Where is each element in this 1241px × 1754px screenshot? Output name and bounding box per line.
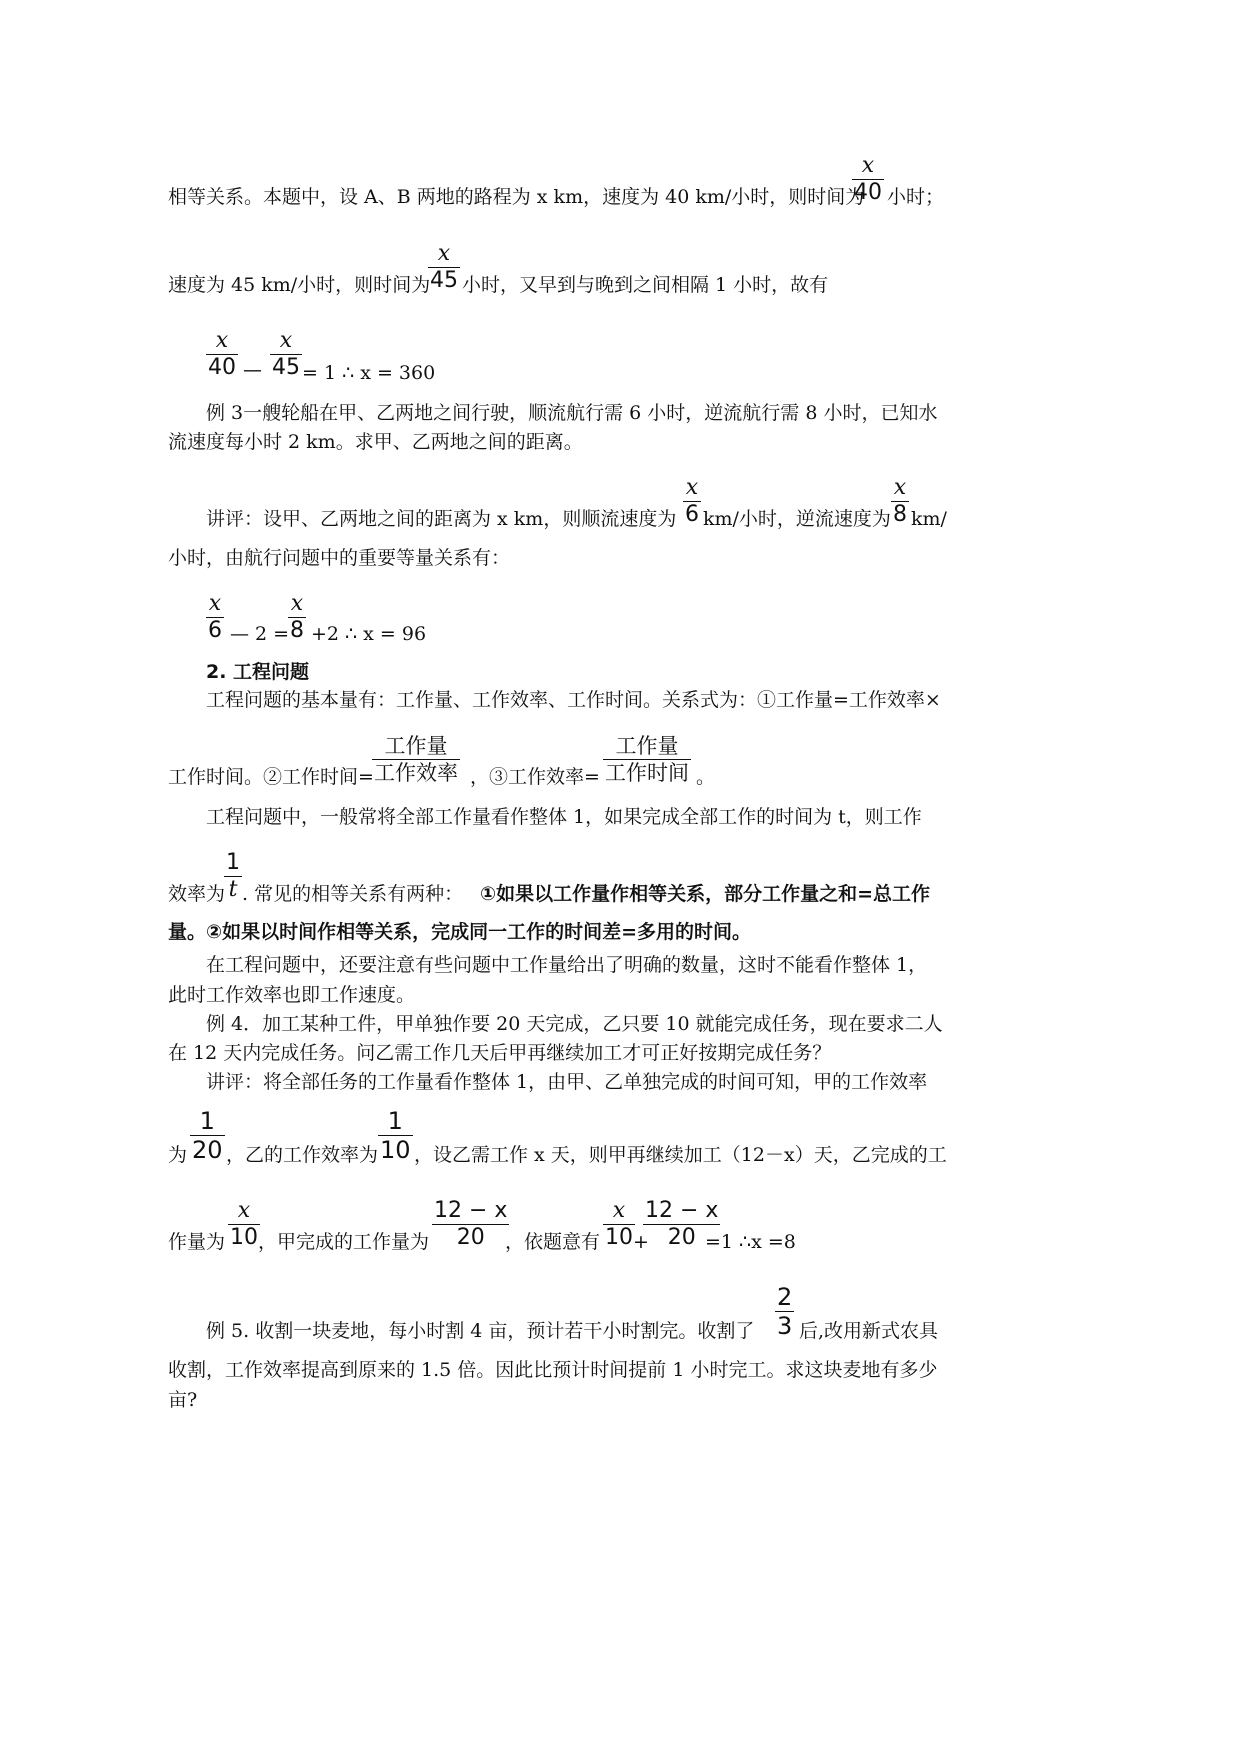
text-line: 小时，又早到与晚到之间相隔 1 小时，故有 <box>462 274 829 296</box>
text-line: 例 4．加工某种工件，甲单独作要 20 天完成，乙只要 10 就能完成任务，现在要求二人 <box>206 1013 943 1035</box>
equation-result: = 1 ∴ x = 360 <box>302 362 436 384</box>
fraction-x-over-6 <box>206 591 224 644</box>
denominator: 8 <box>290 618 304 643</box>
fraction-1-over-t <box>224 850 242 903</box>
numerator: 1 <box>387 1107 403 1135</box>
text-line: 。 <box>696 766 716 788</box>
minus-sign: — <box>243 359 262 381</box>
denominator: 6 <box>208 618 222 643</box>
denominator: 3 <box>777 1312 793 1340</box>
numerator: 12 − x <box>645 1198 719 1223</box>
denominator: 工作效率 <box>374 761 458 785</box>
text-line: ，③工作效率= <box>470 766 600 788</box>
fraction-x-over-8 <box>288 591 306 644</box>
numerator: x <box>208 591 222 616</box>
equation-part: — 2 = <box>230 623 290 645</box>
text-line: 收割，工作效率提高到原来的 1.5 倍。因此比预计时间提前 1 小时完工。求这块麦地有多少 <box>168 1359 938 1381</box>
fraction-1-over-10 <box>378 1107 413 1164</box>
numerator: 2 <box>777 1283 793 1311</box>
text-line: 在工程问题中，还要注意有些问题中工作量给出了明确的数量，这时不能看作整体 1， <box>206 954 928 976</box>
numerator: 工作量 <box>384 734 448 758</box>
denominator: 40 <box>208 355 236 380</box>
bold-text: ①如果以工作量作相等关系，部分工作量之和=总工作 <box>480 883 931 905</box>
numerator: x <box>612 1198 626 1223</box>
fraction-2-over-3 <box>775 1283 794 1340</box>
text-line: km/小时，逆流速度为 <box>703 508 891 530</box>
fraction-x-over-10 <box>228 1198 260 1251</box>
fraction-x-over-6 <box>683 475 701 528</box>
text-line: 讲评：设甲、乙两地之间的距离为 x km，则顺流速度为 <box>206 508 677 530</box>
fraction-x-over-8 <box>891 475 909 528</box>
denominator: 工作时间 <box>605 761 689 785</box>
text-line: 作量为 <box>168 1231 226 1253</box>
text-line: 例 3一艘轮船在甲、乙两地之间行驶，顺流航行需 6 小时，逆流航行需 8 小时，已知水 <box>206 402 938 424</box>
numerator: x <box>237 1198 251 1223</box>
numerator: 1 <box>226 850 240 875</box>
text-line: . 常见的相等关系有两种： <box>242 883 464 905</box>
text-line: 工程问题中，一般常将全部工作量看作整体 1，如果完成全部工作的时间为 t，则工作 <box>206 806 922 828</box>
text-line: 速度为 45 km/小时，则时间为 <box>168 274 431 296</box>
denominator: t <box>228 877 238 902</box>
denominator: 6 <box>685 502 699 527</box>
numerator: x <box>215 328 229 353</box>
text-line: 小时，由航行问题中的重要等量关系有： <box>168 547 511 569</box>
section-title: 2. 工程问题 <box>206 661 310 683</box>
equation-result: +2 ∴ x = 96 <box>311 623 427 645</box>
fraction-1-over-20 <box>190 1107 225 1164</box>
text-line: 效率为 <box>168 883 226 905</box>
text-line: 在 12 天内完成任务。问乙需工作几天后甲再继续加工才可正好按期完成任务？ <box>168 1042 832 1064</box>
text-line: 例 5. 收割一块麦地，每小时割 4 亩，预计若干小时割完。收割了 <box>206 1320 755 1342</box>
numerator: x <box>685 475 699 500</box>
plus-sign: + <box>633 1231 649 1253</box>
numerator: x <box>861 153 875 178</box>
text-line: ，设乙需工作 x 天，则甲再继续加工（12－x）天，乙完成的工 <box>414 1144 947 1166</box>
text-line: km/ <box>911 508 947 530</box>
text-line: ，依题意有 <box>505 1231 601 1253</box>
fraction-x-over-45 <box>428 241 460 294</box>
fraction-x-over-40 <box>206 328 238 381</box>
denominator: 20 <box>456 1225 485 1250</box>
numerator: 1 <box>199 1107 215 1135</box>
text-line: ，甲完成的工作量为 <box>258 1231 430 1253</box>
numerator: x <box>279 328 293 353</box>
fraction-work-over-efficiency <box>372 733 460 786</box>
numerator: 12 − x <box>434 1198 508 1223</box>
equation-result: =1 ∴x =8 <box>705 1231 796 1253</box>
fraction-x-over-45 <box>270 328 302 381</box>
text-line: 工程问题的基本量有：工作量、工作效率、工作时间。关系式为：①工作量=工作效率× <box>206 689 941 711</box>
denominator: 40 <box>854 180 882 205</box>
text-line: 后,改用新式农具 <box>799 1320 939 1342</box>
fraction-x-over-40 <box>852 153 884 206</box>
text-line: 小时； <box>887 186 945 208</box>
bold-text: 量。②如果以时间作相等关系，完成同一工作的时间差=多用的时间。 <box>168 921 752 943</box>
text-line: 流速度每小时 2 km。求甲、乙两地之间的距离。 <box>168 431 583 453</box>
text-line: 为 <box>168 1144 188 1166</box>
text-line: 讲评：将全部任务的工作量看作整体 1，由甲、乙单独完成的时间可知，甲的工作效率 <box>206 1071 928 1093</box>
fraction-work-over-time <box>603 733 691 786</box>
text-line: 工作时间。②工作时间= <box>168 766 374 788</box>
denominator: 45 <box>430 268 458 293</box>
numerator: 工作量 <box>615 734 679 758</box>
numerator: x <box>437 241 451 266</box>
text-line: ，乙的工作效率为 <box>226 1144 379 1166</box>
numerator: x <box>893 475 907 500</box>
text-line: 此时工作效率也即工作速度。 <box>168 984 416 1006</box>
denominator: 10 <box>230 1225 258 1250</box>
denominator: 8 <box>893 502 907 527</box>
text-line: 相等关系。本题中，设 A、B 两地的路程为 x km，速度为 40 km/小时，则时间为 <box>168 186 865 208</box>
fraction-x-over-10 <box>603 1198 635 1251</box>
fraction-12-minus-x-over-20 <box>432 1198 509 1251</box>
denominator: 45 <box>272 355 300 380</box>
denominator: 20 <box>192 1136 223 1164</box>
denominator: 10 <box>605 1225 633 1250</box>
text-line: 亩? <box>168 1389 198 1411</box>
denominator: 10 <box>380 1136 411 1164</box>
denominator: 20 <box>667 1225 696 1250</box>
numerator: x <box>290 591 304 616</box>
